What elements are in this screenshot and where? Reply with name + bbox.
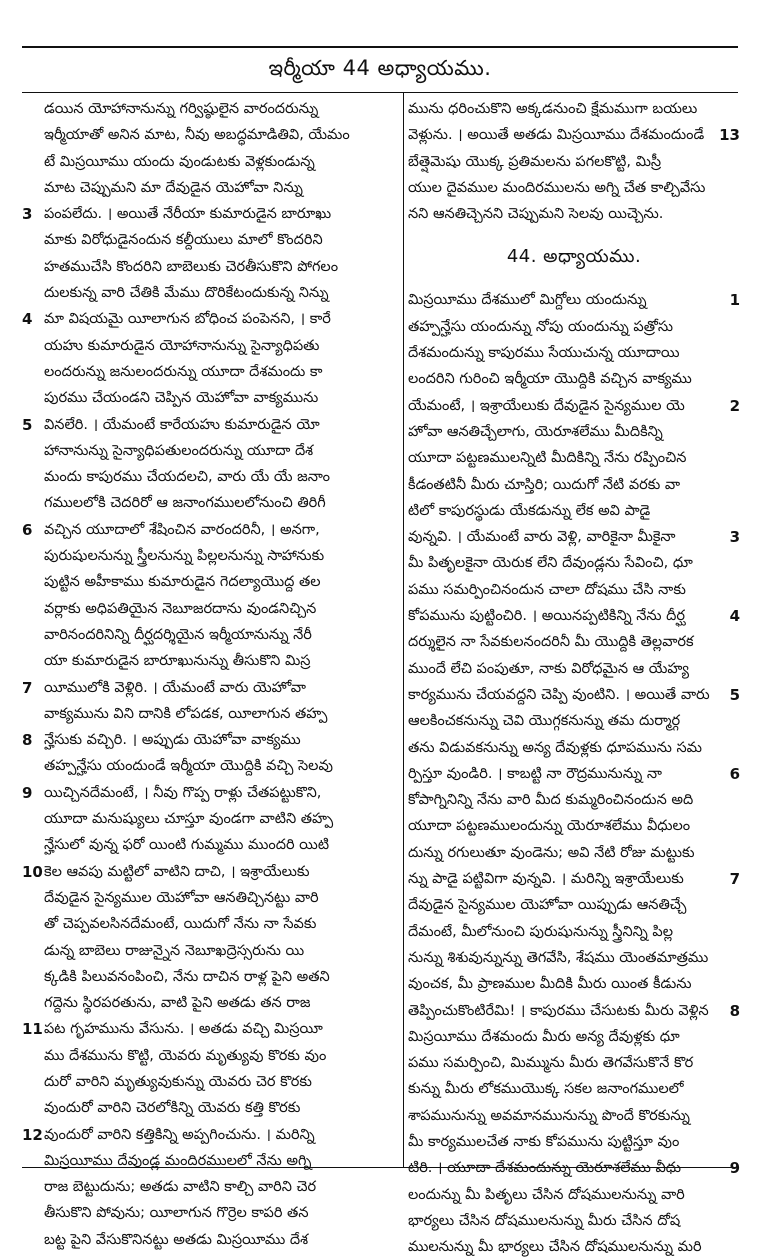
text-line bbox=[22, 175, 399, 201]
text-line bbox=[408, 892, 740, 918]
line-text: భార్యలు చేసిన దోషములనున్ను మీరు చేసిన దోష bbox=[408, 1212, 681, 1229]
text-line bbox=[22, 122, 399, 148]
verse-number: 2 bbox=[729, 396, 740, 415]
text-line bbox=[408, 340, 740, 366]
line-text: యూదా పట్టణములన్నిటి మీదికిన్ని నేను రప్పించిన bbox=[408, 450, 687, 467]
line-text: న్హేసుకు వచ్చిరి. । అప్పుడు యెహోవా వాక్యము bbox=[44, 732, 301, 749]
line-text: దున్ను రగులుతూ వుండెను; అవి నేటి రోజు మట్టుకు bbox=[408, 844, 695, 861]
line-text: వెళ్లును. । అయితే అతడు మిస్రయీము దేశమందుండే bbox=[408, 127, 705, 144]
verse-number: 4 bbox=[729, 607, 740, 626]
column-divider bbox=[403, 92, 404, 1167]
text-line bbox=[22, 464, 399, 490]
line-text: దేమంటే, మీలోనుంచి పురుషునున్ను స్త్రీనిన్ని పిల్ల bbox=[408, 923, 674, 940]
text-line bbox=[408, 629, 740, 655]
line-text: న్హేసులో వున్న ఫరో యింటి గుమ్మము ముందరి యిటి bbox=[44, 837, 330, 854]
text-line bbox=[408, 761, 740, 787]
line-text: బేత్షెమెషు యొక్క ప్రతిమలను పగలకొట్టి, మిస్రీ bbox=[408, 153, 662, 170]
line-text: నని ఆనతిచ్చెనని చెప్పుమని సెలవు యిచ్చెను. bbox=[408, 206, 664, 223]
line-text: యా కుమారుడైన బారూఖునున్ను తీసుకొని మిస్ర bbox=[44, 653, 311, 670]
line-text: గద్దెను స్థిరపరతును, వాటి పైని అతడు తన రాజ bbox=[44, 995, 311, 1012]
text-line bbox=[408, 472, 740, 498]
verse-number: 7 bbox=[22, 678, 33, 697]
line-text: మీ కార్యములచేత నాకు కోపమును పుట్టిస్తూ వుం bbox=[408, 1133, 680, 1150]
line-text: యూదా పట్టణములందున్ను యెరూశలేము వీధులం bbox=[408, 818, 691, 835]
line-text: పము సమర్పించి, మిమ్మును మీరు తెగవేసుకొనే కొర bbox=[408, 1055, 694, 1072]
text-line bbox=[408, 175, 740, 201]
text-line bbox=[408, 419, 740, 445]
text-line bbox=[22, 149, 399, 175]
right-column-top bbox=[408, 96, 740, 227]
line-text: తను విడువకనున్ను అన్య దేవుళ్లకు ధూపమును సమ bbox=[408, 739, 702, 756]
text-line bbox=[408, 201, 740, 227]
line-text: పంపలేదు. । అయితే నేరీయా కుమారుడైన బారూఖు bbox=[44, 206, 332, 223]
line-text: దేశమందున్ను కాపురము సేయుచున్న యూదాయి bbox=[408, 345, 680, 362]
text-line bbox=[22, 1069, 399, 1095]
text-line bbox=[408, 393, 740, 419]
line-text: వుందురో వారిని చెరలోకిన్ని యెవరు కత్తి కొరకు bbox=[44, 1100, 301, 1117]
text-line bbox=[22, 201, 399, 227]
line-text: పట గృహమును వేసును. । అతడు వచ్చి మిస్రయీ bbox=[44, 1021, 323, 1038]
line-text: క్కడికి పిలువనంపించి, నేను దాచిన రాళ్ల పైని అతని bbox=[44, 968, 330, 985]
text-line bbox=[22, 964, 399, 990]
left-column bbox=[22, 96, 399, 1253]
verse-number: 1 bbox=[729, 291, 740, 310]
text-line bbox=[408, 445, 740, 471]
text-line bbox=[408, 314, 740, 340]
text-line bbox=[408, 919, 740, 945]
verse-number: 11 bbox=[22, 1020, 43, 1039]
text-line bbox=[22, 1016, 399, 1042]
line-text: కెల ఆవపు మట్టిలో వాటిని దాచి, । ఇశ్రాయేలుకు bbox=[44, 863, 310, 880]
verse-number: 7 bbox=[729, 870, 740, 889]
text-line bbox=[408, 840, 740, 866]
line-text: మిస్రయీము దేవుండ్ల మందిరములలో నేను అగ్ని bbox=[44, 1152, 312, 1169]
text-line bbox=[22, 1174, 399, 1200]
text-line bbox=[22, 859, 399, 885]
header-rule bbox=[22, 92, 738, 93]
verse-number: 3 bbox=[729, 528, 740, 547]
line-text: టిరి. । యూదా దేశమందున్ను యెరూశలేము వీధు bbox=[408, 1160, 682, 1177]
text-line bbox=[408, 1129, 740, 1155]
text-line bbox=[408, 122, 740, 148]
text-line bbox=[22, 938, 399, 964]
verse-number: 5 bbox=[22, 415, 33, 434]
text-line bbox=[22, 385, 399, 411]
text-line bbox=[408, 813, 740, 839]
line-text: రాజ బెట్టుదును; అతడు వాటిని కాల్చి వారిని చెర bbox=[44, 1179, 317, 1196]
text-line bbox=[22, 306, 399, 332]
text-line bbox=[22, 438, 399, 464]
line-text: హతముచేసి కొందరిని బాబెలుకు చెరతీసుకొని పోగలం bbox=[44, 258, 339, 275]
text-line bbox=[22, 569, 399, 595]
line-text: పురము చేయండని చెప్పిన యెహోవా వాక్యమును bbox=[44, 390, 319, 407]
line-text: కార్యమును చేయవద్దని చెప్పి వుంటిని. । అయితే వారు bbox=[408, 686, 710, 703]
text-line bbox=[22, 1095, 399, 1121]
line-text: కోపమును పుట్టించిరి. । అయినప్పటికిన్ని నేను దీర్ఘ bbox=[408, 608, 686, 625]
line-text: టే మిస్రయీము యందు వుండుటకు వెళ్లకుండున్న bbox=[44, 153, 315, 170]
verse-number: 12 bbox=[22, 1125, 43, 1144]
text-line bbox=[408, 656, 740, 682]
text-line bbox=[22, 227, 399, 253]
verse-number: 9 bbox=[729, 1159, 740, 1178]
line-text: వారినందరినిన్ని దీర్ఘదర్శియైన ఇర్మీయానున్ను నేరీ bbox=[44, 626, 312, 643]
text-line bbox=[22, 622, 399, 648]
line-text: మీ పితృలకైనా యెరుక లేని దేవుండ్లను సేవించి, ధూ bbox=[408, 555, 693, 572]
running-head: ఇర్మీయా 44 అధ్యాయము. bbox=[268, 56, 492, 80]
text-line bbox=[22, 490, 399, 516]
line-text: లందరున్ను జనులందరున్ను యూదా దేశమందు కా bbox=[44, 363, 323, 380]
text-line bbox=[408, 287, 740, 313]
text-line bbox=[22, 701, 399, 727]
line-text: గములలోకి చెదరిరో ఆ జనాంగములలోనుంచి తిరిగీ bbox=[44, 495, 326, 512]
line-text: మందు కాపురము చేయదలచి, వారు యే యే జనాం bbox=[44, 469, 331, 486]
line-text: కీడంతటినీ మీరు చూస్తిరి; యిదుగో నేటి వరకు వా bbox=[408, 476, 681, 493]
line-text: ఆలకించకనున్ను చెవి యొగ్గకనున్ను తమ దుర్మార్గ bbox=[408, 713, 681, 730]
text-line bbox=[408, 1182, 740, 1208]
text-line bbox=[408, 498, 740, 524]
line-text: యేమంటే, । ఇశ్రాయేలుకు దేవుడైన సైన్యముల యె bbox=[408, 397, 685, 414]
line-text: బట్ట పైని వేసుకొనినట్టు అతడు మిస్రయీము దేశ bbox=[44, 1231, 309, 1248]
text-line bbox=[408, 945, 740, 971]
text-line bbox=[22, 359, 399, 385]
verse-number: 6 bbox=[22, 520, 33, 539]
text-line bbox=[408, 603, 740, 629]
line-text: మును ధరించుకొని అక్కడనుంచి క్షేమముగా బయలు bbox=[408, 101, 698, 117]
text-line bbox=[408, 524, 740, 550]
text-line bbox=[22, 254, 399, 280]
line-text: మాట చెప్పుమని మా దేవుడైన యెహోవా నిన్ను bbox=[44, 179, 303, 196]
line-text: పుట్టిన అహీకాము కుమారుడైన గెదల్యాయొద్ద తల bbox=[44, 574, 321, 591]
line-text: ములనున్ను మీ భార్యలు చేసిన దోషములనున్ను మరి bbox=[408, 1239, 702, 1256]
line-text: యహు కుమారుడైన యోహానానున్ను సైన్యాధిపతు bbox=[44, 337, 320, 354]
line-text: దురో వారిని మృత్యువుకున్ను యెవరు చెర కొరకు bbox=[44, 1073, 312, 1090]
top-rule bbox=[22, 46, 738, 48]
text-line bbox=[22, 806, 399, 832]
line-text: పురుషులనున్ను స్త్రీలనున్ను పిల్లలనున్ను సాహానుకు bbox=[44, 548, 325, 565]
text-line bbox=[408, 550, 740, 576]
line-text: యీములోకి వెళ్లిరి. । యేమంటే వారు యెహోవా bbox=[44, 679, 306, 696]
text-line bbox=[408, 1076, 740, 1102]
line-text: యిచ్చినదేమంటే, । నీవు గొప్ప రాళ్లు చేతపట్టుకొని, bbox=[44, 784, 322, 801]
text-line bbox=[408, 366, 740, 392]
text-line bbox=[408, 577, 740, 603]
line-text: న్ను పాడై పట్టివిగా వున్నవి. । మరిన్ని ఇశ్రాయేలుకు bbox=[408, 871, 684, 888]
line-text: ర్పిస్తూ వుండిరి. । కాబట్టి నా రౌద్రమునున్ను నా bbox=[408, 765, 662, 782]
text-line bbox=[22, 780, 399, 806]
text-line bbox=[408, 1234, 740, 1260]
line-text: యుల దైవముల మందిరములను అగ్ని చేత కాల్చివేసు bbox=[408, 179, 706, 196]
text-line bbox=[408, 1155, 740, 1181]
text-line bbox=[408, 866, 740, 892]
text-line bbox=[408, 1050, 740, 1076]
line-text: తెప్పించుకొంటిరేమి! । కాపురము చేసుటకు మీరు వెళ్లిన bbox=[408, 1002, 709, 1019]
text-line bbox=[22, 753, 399, 779]
line-text: డయిన యోహానానున్ను గర్విష్ఠులైన వారందరున్ను bbox=[44, 101, 319, 117]
verse-number: 3 bbox=[22, 205, 33, 224]
text-line bbox=[22, 1227, 399, 1253]
text-line bbox=[22, 911, 399, 937]
line-text: వచ్చిన యూదాలో శేషించిన వారందరినీ, । అనగా, bbox=[44, 521, 320, 538]
text-line bbox=[22, 543, 399, 569]
chapter-heading: 44. అధ్యాయము. bbox=[506, 246, 642, 268]
text-line bbox=[22, 1200, 399, 1226]
line-text: నున్ను శిశువున్నున్ను తెగవేసి, శేషము యెంతమాత్రము bbox=[408, 949, 709, 966]
verse-number: 5 bbox=[729, 685, 740, 704]
right-column bbox=[408, 96, 740, 1260]
line-text: తీసుకొని పోవును; యీలాగున గొర్రెల కాపరి తన bbox=[44, 1205, 309, 1222]
bottom-rule bbox=[22, 1167, 738, 1168]
text-line bbox=[22, 1122, 399, 1148]
line-text: కున్ను మీరు లోకముయొక్క సకల జనాంగములలో bbox=[408, 1081, 684, 1098]
verse-number: 8 bbox=[729, 1001, 740, 1020]
line-text: దేవుడైన సైన్యముల యెహోవా యిప్పుడు ఆనతిచ్చే bbox=[408, 897, 687, 914]
line-text: డున్న బాబెలు రాజున్నైన నెబూఖద్రెస్సరును యి bbox=[44, 942, 305, 959]
text-line bbox=[22, 990, 399, 1016]
text-line bbox=[22, 727, 399, 753]
text-line bbox=[22, 648, 399, 674]
line-text: కోపాగ్నినిన్ని నేను వారి మీద కుమ్మరించినందున అది bbox=[408, 792, 694, 809]
text-line bbox=[22, 832, 399, 858]
text-line bbox=[408, 971, 740, 997]
text-line bbox=[408, 787, 740, 813]
line-text: మాకు విరోధుడైనందున కల్దీయులు మాలో కొందరిని bbox=[44, 232, 323, 249]
line-text: దులకున్న వారి చేతికి మేము దొరికేటందుకున్న నిన్ను bbox=[44, 285, 329, 302]
line-text: తో చెప్పవలసినదేమంటే, యిదుగో నేను నా సేవకు bbox=[44, 916, 317, 933]
text-line bbox=[22, 596, 399, 622]
line-text: హానానున్ను సైన్యాధిపతులందరున్ను యూదా దేశ bbox=[44, 442, 314, 459]
line-text: దర్శులైన నా సేవకులనందరినీ మీ యొద్దికి తెల్లవారక bbox=[408, 634, 694, 651]
text-line bbox=[408, 149, 740, 175]
right-column-bottom bbox=[408, 287, 740, 1260]
text-line bbox=[408, 1208, 740, 1234]
verse-number: 6 bbox=[729, 764, 740, 783]
line-text: శాపమునున్ను అవమానమునున్ను పొందే కొరకున్ను bbox=[408, 1107, 690, 1124]
text-line bbox=[408, 1024, 740, 1050]
line-text: హోవా ఆనతిచ్చేలాగు, యెరూశలేము మీదికిన్ని bbox=[408, 423, 663, 440]
line-text: వాక్యమును విని దానికి లోపడక, యీలాగున తహ్ప bbox=[44, 705, 328, 722]
text-line bbox=[22, 1148, 399, 1174]
line-text: తహ్పన్హేసు యందుండే ఇర్మీయా యొద్దికి వచ్చి సెలవు bbox=[44, 758, 333, 775]
verse-number: 8 bbox=[22, 731, 33, 750]
line-text: వుంచక, మీ ప్రాణముల మీదికి మీరు యింత కీడును bbox=[408, 976, 692, 993]
line-text: మిస్రయీము దేశములో మిగ్దోలు యందున్ను bbox=[408, 292, 647, 309]
line-text: లందున్ను మీ పితృలు చేసిన దోషములనున్ను వారి bbox=[408, 1186, 685, 1203]
verse-number: 10 bbox=[22, 862, 43, 881]
line-text: వున్నవి. । యేమంటే వారు వెళ్లి, వారికైనా మీకైనా bbox=[408, 529, 676, 546]
text-line bbox=[22, 96, 399, 122]
text-line bbox=[22, 333, 399, 359]
text-line bbox=[408, 708, 740, 734]
text-line bbox=[408, 998, 740, 1024]
text-line bbox=[408, 96, 740, 122]
text-line bbox=[22, 517, 399, 543]
text-line bbox=[22, 675, 399, 701]
text-line bbox=[408, 682, 740, 708]
line-text: మా విషయమై యీలాగున బోధించ పంపెనని, । కారే bbox=[44, 311, 331, 328]
line-text: వర్లాకు అధిపతియైన నెబూజరదాను వుండనిచ్చిన bbox=[44, 600, 317, 617]
line-text: ఇర్మీయాతో అనిన మాట, నీవు అబద్ధమాడితివి, యేమం bbox=[44, 127, 350, 144]
line-text: లందరిని గురించి ఇర్మీయా యొద్దికి వచ్చిన వాక్యము bbox=[408, 371, 692, 388]
line-text: మిస్రయీము దేశమందు మీరు అన్య దేవుళ్లకు ధూ bbox=[408, 1028, 680, 1045]
verse-number: 4 bbox=[22, 310, 33, 329]
text-line bbox=[22, 1043, 399, 1069]
text-line bbox=[22, 412, 399, 438]
line-text: దేవుడైన సైన్యముల యెహోవా ఆనతిచ్చినట్టు వారి bbox=[44, 889, 319, 906]
line-text: వినలేరి. । యేమంటే కారేయహు కుమారుడైన యో bbox=[44, 416, 320, 433]
text-line bbox=[22, 885, 399, 911]
line-text: ముందే లేచి పంపుతూ, నాకు విరోధమైన ఆ యేహ్య bbox=[408, 660, 690, 677]
verse-number: 13 bbox=[719, 126, 740, 145]
line-text: పము సమర్పించినందున చాలా దోషము చేసి నాకు bbox=[408, 581, 686, 598]
line-text: ము దేశమును కొట్టి, యెవరు మృత్యువు కొరకు వుం bbox=[44, 1047, 327, 1064]
line-text: వుందురో వారిని కత్తికిన్ని అప్పగించును. । మరిన్ని bbox=[44, 1126, 315, 1143]
text-line bbox=[408, 735, 740, 761]
verse-number: 9 bbox=[22, 783, 33, 802]
text-line bbox=[408, 1103, 740, 1129]
line-text: యూదా మనుష్యులు చూస్తూ వుండగా వాటిని తహ్ప bbox=[44, 811, 334, 828]
text-line bbox=[22, 280, 399, 306]
line-text: టిలో కాపురస్థుడు యేకడున్ను లేక అవి పాడై bbox=[408, 502, 651, 519]
line-text: తహ్పన్హేసు యందున్ను నోపు యందున్ను పత్రోసు bbox=[408, 318, 674, 335]
